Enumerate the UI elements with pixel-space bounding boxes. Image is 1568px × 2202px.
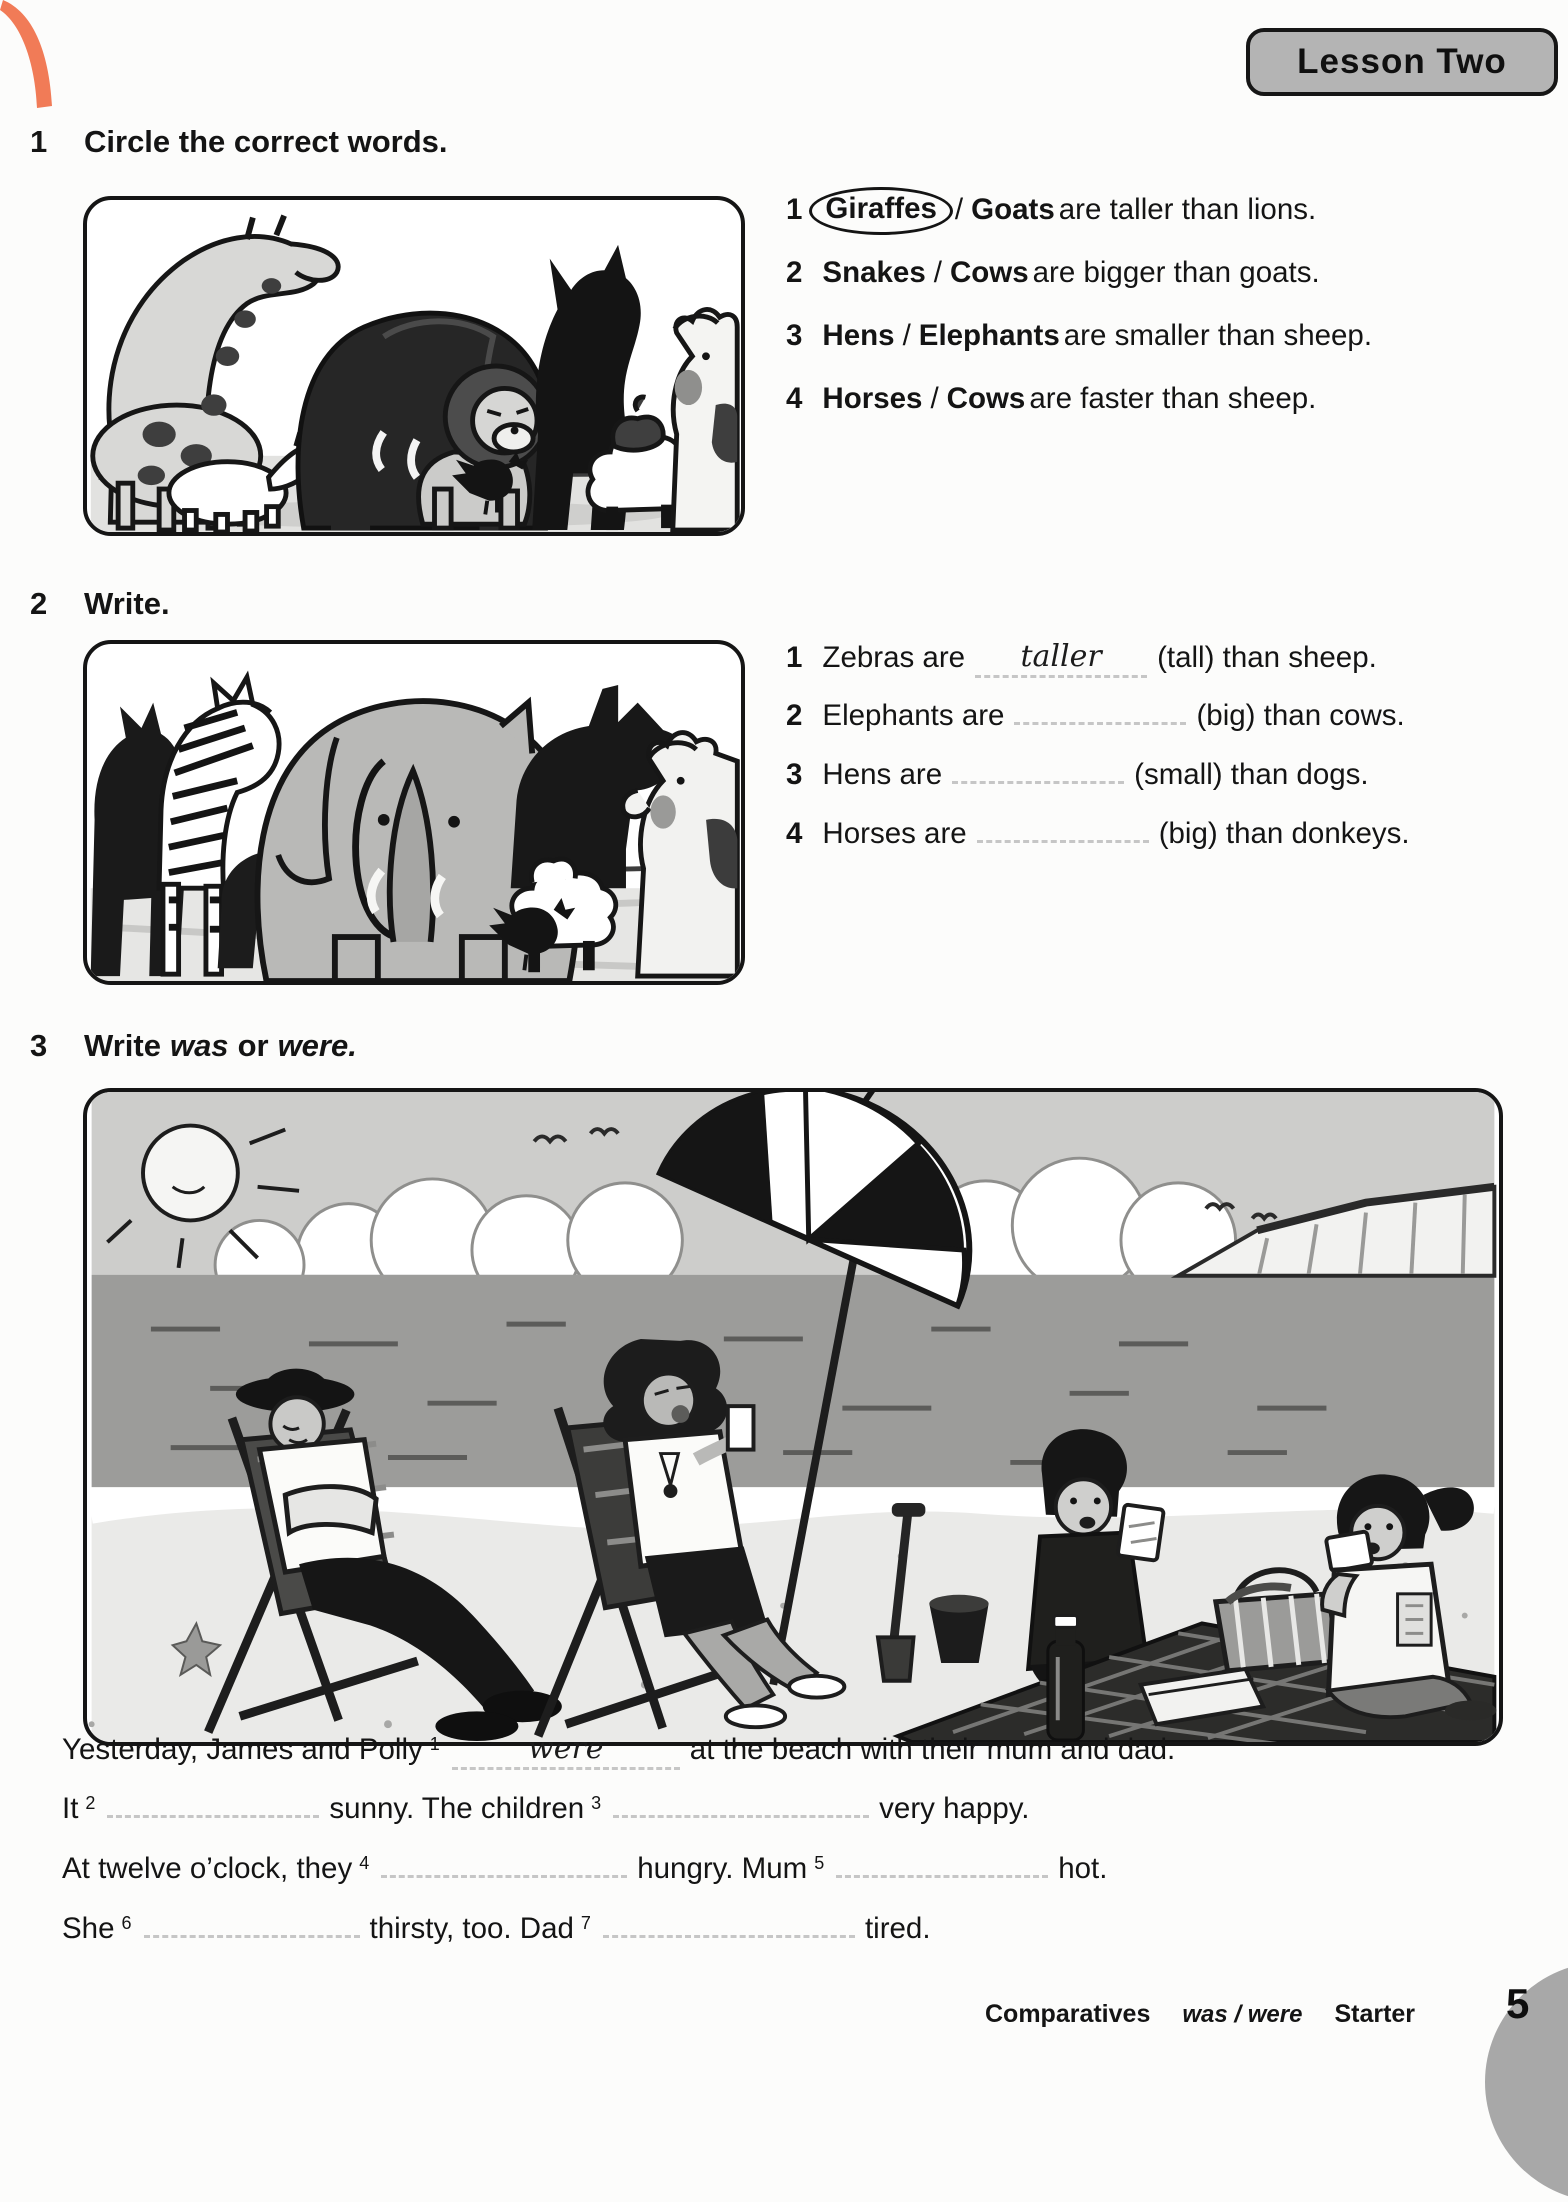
story-text: hot. [1058,1852,1108,1885]
item-number: 1 [786,641,803,674]
exercise3-title: Write was or were. [84,1028,357,1063]
write-blank-was-were-6[interactable] [144,1935,360,1938]
write-blank-was-were-4[interactable] [381,1875,627,1878]
option-a[interactable]: Snakes [822,256,926,289]
exercise2-item-2 [786,699,1566,740]
write-blank-was-were-2[interactable] [107,1815,319,1818]
exercise2-number: 2 [30,586,48,621]
option-separator: / [902,319,911,352]
exercise2-items [786,640,1566,876]
animals-illustration-2 [87,644,741,981]
footer-grammar: was / were [1182,2001,1303,2028]
sentence-before: Elephants are [822,699,1005,732]
write-blank-was-were-1[interactable] [452,1732,680,1770]
blank-index: 1 [429,1734,440,1754]
exercise1-item-3 [786,316,1546,356]
blank-index: 6 [121,1913,132,1933]
sandwich [1326,1531,1373,1571]
write-blank-was-were-3[interactable] [613,1815,869,1818]
item-number: 2 [786,699,803,732]
exercise3-header [30,1028,357,1064]
blank-index: 4 [359,1853,370,1873]
sentence-before: Zebras are [822,641,966,674]
sentence-rest: are smaller than sheep. [1063,319,1373,352]
story-text: thirsty, too. Dad [369,1912,574,1945]
story-text: She [62,1912,115,1945]
exercise2-figure [83,640,745,985]
option-separator: / [933,256,942,289]
lesson-badge-label: Lesson Two [1297,42,1507,81]
blank-index: 7 [580,1913,591,1933]
item-number: 2 [786,256,803,289]
story-line-3 [62,1852,1542,1893]
sentence-before: Horses are [822,817,967,850]
animals-illustration-1 [87,200,741,532]
write-blank-1[interactable] [975,640,1147,678]
story-text: at the beach with their mum and dad. [689,1733,1176,1766]
lesson-badge [1246,28,1558,96]
story-line-4 [62,1912,1542,1953]
footer-level: Starter [1334,2000,1416,2028]
item-number: 3 [786,319,803,352]
option-separator: / [930,382,939,415]
page-corner-curl [0,0,70,112]
option-b[interactable]: Goats [971,193,1055,226]
blank-index: 5 [814,1853,825,1873]
sandwich [1118,1504,1164,1560]
item-number: 4 [786,382,803,415]
story-text: It [62,1792,79,1825]
handwritten-answer: were [528,1731,604,1766]
sentence-after: (big) than donkeys. [1158,817,1410,850]
sentence-rest: are taller than lions. [1058,193,1317,226]
story-line-2 [62,1792,1542,1833]
write-blank-2[interactable] [1014,722,1186,725]
blank-index: 2 [85,1793,96,1813]
sentence-before: Hens are [822,758,943,791]
item-number: 3 [786,758,803,791]
exercise1-items [786,190,1546,442]
exercise1-title: Circle the correct words. [84,124,448,159]
exercise1-header [30,124,448,160]
item-number: 4 [786,817,803,850]
item-number: 1 [786,193,803,226]
story-text: very happy. [879,1792,1030,1825]
exercise1-figure [83,196,745,536]
sentence-after: (big) than cows. [1196,699,1405,732]
circled-answer[interactable] [809,187,953,235]
option-a[interactable]: Horses [822,382,923,415]
sentence-after: (tall) than sheep. [1157,641,1377,674]
write-blank-3[interactable] [952,781,1124,784]
exercise3-figure [83,1088,1503,1746]
exercise1-number: 1 [30,124,48,159]
story-text: hungry. Mum [637,1852,808,1885]
write-blank-was-were-7[interactable] [603,1935,855,1938]
sentence-after: (small) than dogs. [1134,758,1369,791]
option-a[interactable]: Giraffes [825,192,937,225]
option-b[interactable]: Cows [946,382,1026,415]
exercise3-story [62,1732,1542,1972]
exercise2-item-3 [786,758,1566,799]
exercise1-item-2 [786,253,1546,293]
option-a[interactable]: Hens [822,319,895,352]
beach-illustration [87,1092,1499,1742]
story-text: tired. [864,1912,931,1945]
exercise2-item-1 [786,640,1566,681]
write-blank-was-were-5[interactable] [836,1875,1048,1878]
footer [985,2000,1415,2029]
blank-index: 3 [591,1793,602,1813]
sentence-rest: are faster than sheep. [1029,382,1317,415]
exercise2-item-4 [786,817,1566,858]
sentence-rest: are bigger than goats. [1032,256,1320,289]
story-text: sunny. The children [329,1792,585,1825]
option-b[interactable]: Cows [949,256,1029,289]
story-line-1 [62,1732,1542,1773]
cow-illustration [673,309,737,530]
option-b[interactable]: Elephants [918,319,1060,352]
exercise1-item-4 [786,379,1546,419]
exercise3-number: 3 [30,1028,48,1063]
handwritten-answer: taller [1020,639,1102,674]
write-blank-4[interactable] [977,840,1149,843]
story-text: At twelve o’clock, they [62,1852,353,1885]
exercise1-item-1 [786,190,1546,230]
page-number: 5 [1506,1980,1530,2027]
option-separator: / [954,193,964,226]
exercise2-title: Write. [84,586,170,621]
exercise2-header [30,586,170,622]
footer-topic: Comparatives [985,2000,1151,2028]
story-text: Yesterday, James and Polly [62,1733,423,1766]
